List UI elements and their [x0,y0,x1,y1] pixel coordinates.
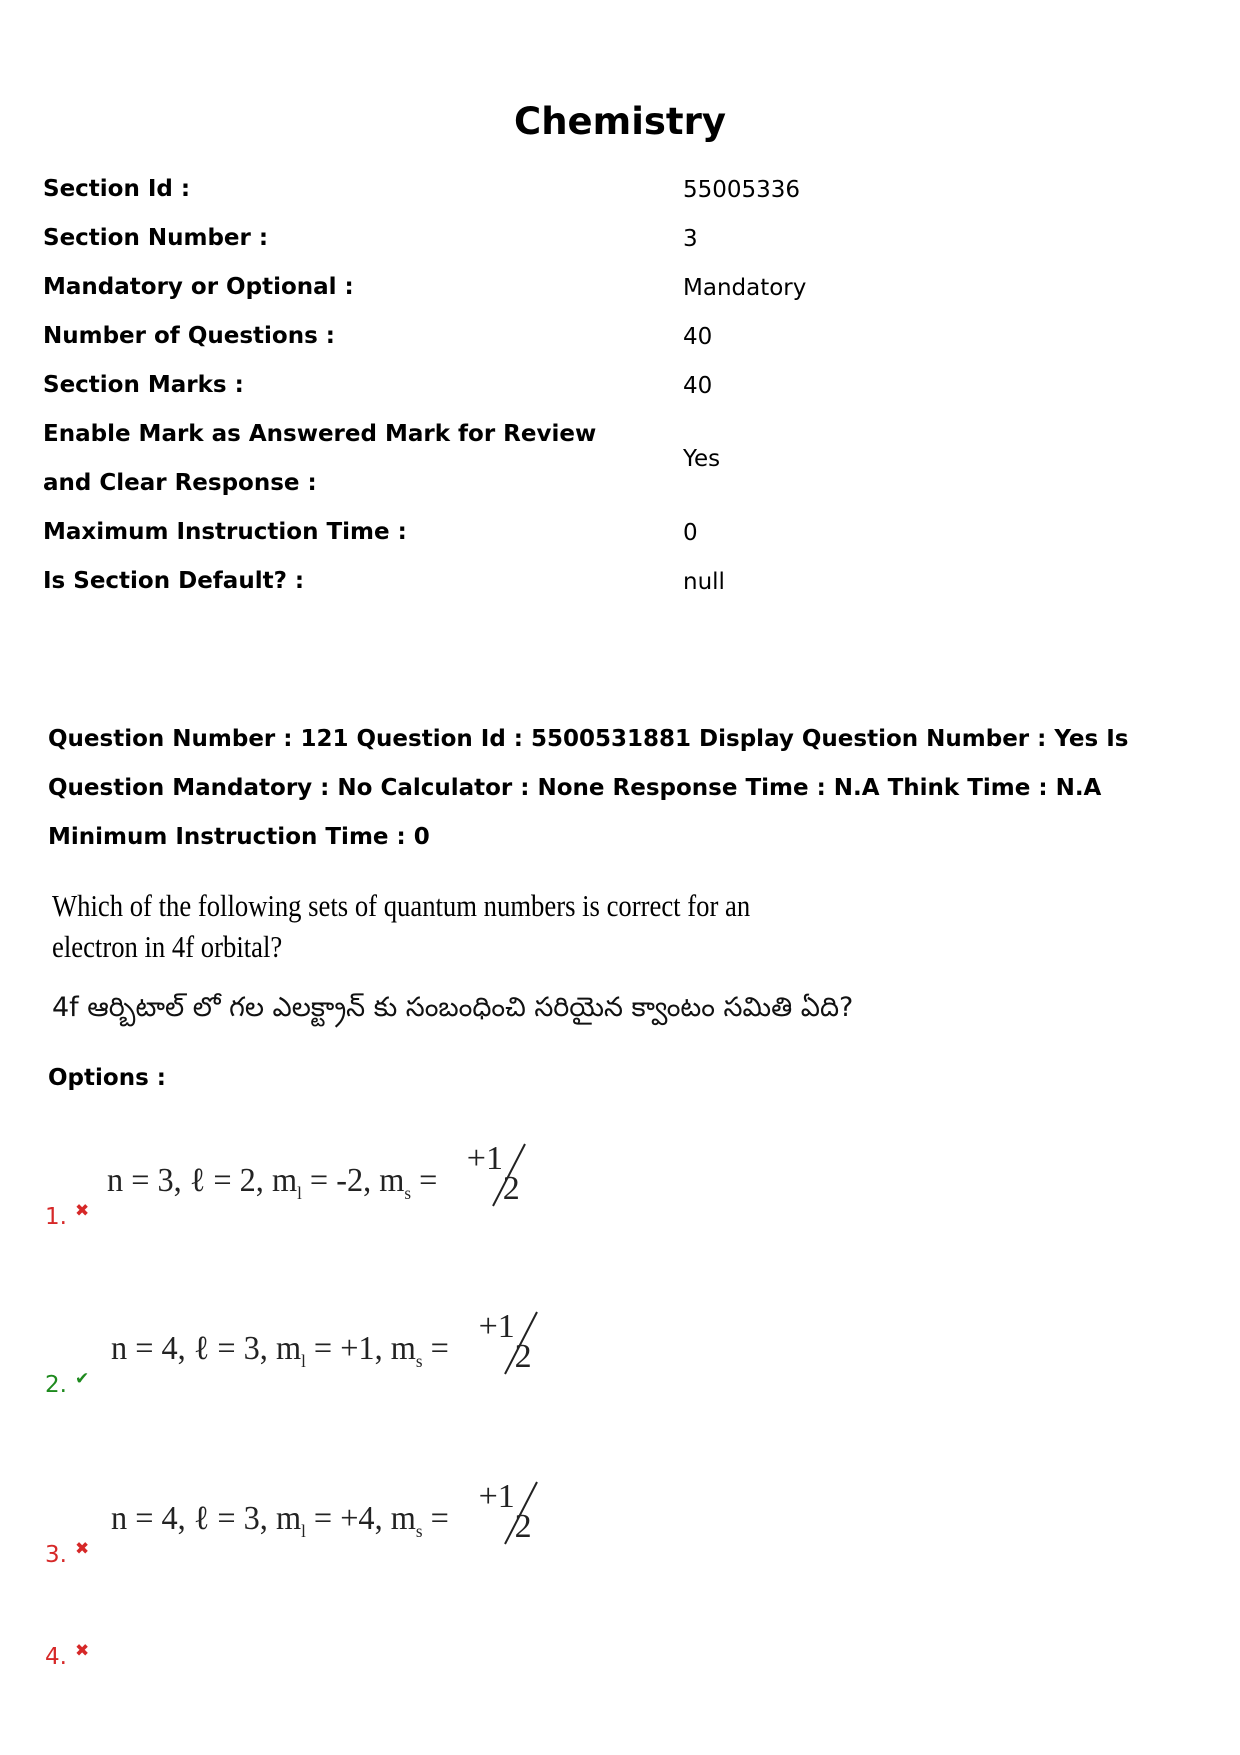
info-value: 0 [683,519,698,546]
fraction [479,1308,543,1378]
option-formula [107,1140,531,1210]
formula-tail: = [422,1330,449,1367]
option-number [45,1201,90,1230]
wrong-icon: ✖ [74,1641,90,1661]
info-row [43,214,1193,263]
section-info-table [43,165,1193,606]
info-label: Section Id : [43,176,191,202]
formula-right: = +1, m [305,1330,416,1367]
fraction-denominator: 2 [514,1338,532,1375]
option-4[interactable] [45,1620,745,1670]
info-value: null [683,568,725,595]
info-value: 55005336 [683,176,801,203]
formula-sub: l [301,1520,306,1541]
info-row [43,361,1193,410]
info-label: Section Number : [43,225,269,251]
option-number [45,1641,90,1670]
formula-tail: = [411,1162,438,1199]
question-text-telugu: 4f ఆర్బిటాల్ లో గల ఎలక్ట్రాన్ కు సంబంధించి సరియైన క్వాంటం సమితి ఏది? [52,992,854,1023]
info-row [43,410,1193,508]
fraction [479,1478,543,1548]
option-number [45,1539,90,1568]
info-label: Enable Mark as Answered Mark for Review and Clear Response : [43,421,597,496]
option-number-text: 1. [45,1204,67,1230]
fraction-numerator: +1 [478,1308,515,1345]
fraction-numerator: +1 [466,1140,503,1177]
formula-sub: s [415,1350,423,1371]
fraction [467,1140,531,1210]
info-label: Maximum Instruction Time : [43,519,407,545]
formula-left: n = 3, ℓ = 2, m [107,1162,298,1199]
formula-sub: l [301,1350,306,1371]
formula-tail: = [422,1500,449,1537]
option-formula [111,1478,543,1548]
info-value: 3 [683,225,698,252]
info-value: 40 [683,323,713,350]
option-3[interactable] [45,1478,745,1568]
formula-left: n = 4, ℓ = 3, m [111,1500,302,1537]
info-value: 40 [683,372,713,399]
formula-left: n = 4, ℓ = 3, m [111,1330,302,1367]
option-2[interactable] [45,1308,745,1398]
info-label: Is Section Default? : [43,568,305,594]
formula-right: = +4, m [305,1500,416,1537]
option-number-text: 2. [45,1372,67,1398]
info-row [43,165,1193,214]
info-label: Section Marks : [43,372,244,398]
info-value: Mandatory [683,274,807,301]
options-label: Options : [48,1065,166,1091]
question-meta: Question Number : 121 Question Id : 5500531881 Display Question Number : Yes Is Question Mandatory : No Calculator : None Response Time : N.A Think Time : N.A Minimum Instruction Time : 0 [48,726,1129,850]
info-row [43,263,1193,312]
option-number-text: 3. [45,1542,67,1568]
option-number [45,1369,90,1398]
formula-right: = -2, m [301,1162,405,1199]
option-1[interactable] [45,1140,745,1230]
formula-sub: s [404,1182,412,1203]
question-text-english: Which of the following sets of quantum numbers is correct for an electron in 4f orbital? [52,888,751,964]
info-label: Number of Questions : [43,323,335,349]
info-label: Mandatory or Optional : [43,274,354,300]
fraction-denominator: 2 [502,1170,520,1207]
fraction-numerator: +1 [478,1478,515,1515]
formula-sub: s [415,1520,423,1541]
option-number-text: 4. [45,1644,67,1670]
wrong-icon: ✖ [74,1201,90,1221]
page-title: Chemistry [514,100,726,143]
info-value: Yes [683,446,721,472]
info-row [43,557,1193,606]
option-formula [111,1308,543,1378]
wrong-icon: ✖ [74,1539,90,1559]
formula-sub: l [297,1182,302,1203]
info-row [43,508,1193,557]
check-icon: ✔ [74,1369,90,1389]
info-row [43,312,1193,361]
fraction-denominator: 2 [514,1508,532,1545]
